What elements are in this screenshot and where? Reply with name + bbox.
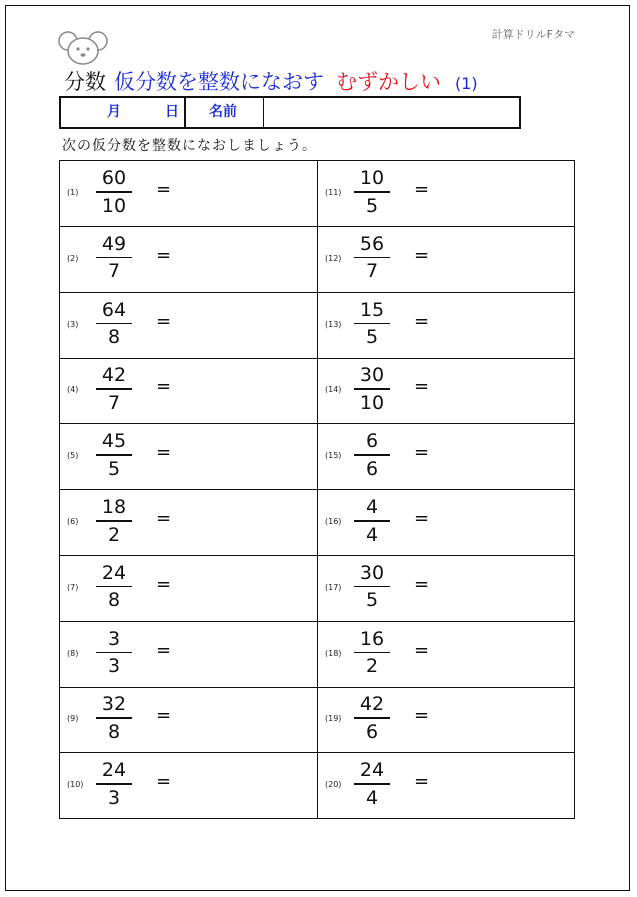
fraction-bar bbox=[354, 652, 390, 654]
problem-number: (6) bbox=[67, 517, 79, 526]
numerator: 42 bbox=[359, 693, 385, 716]
fraction-bar bbox=[354, 520, 390, 522]
fraction-bar bbox=[354, 783, 390, 785]
numerator: 56 bbox=[359, 232, 385, 255]
problem-number: (9) bbox=[67, 714, 79, 724]
problem-number: (20) bbox=[325, 780, 342, 790]
problem-number: (19) bbox=[325, 714, 342, 724]
equals-sign: = bbox=[156, 442, 172, 464]
denominator: 8 bbox=[107, 589, 121, 612]
denominator: 5 bbox=[365, 194, 379, 217]
fraction-bar bbox=[354, 717, 390, 719]
problem-number: (16) bbox=[325, 517, 342, 526]
fraction-bar bbox=[96, 323, 132, 325]
fraction bbox=[354, 627, 390, 679]
denominator: 7 bbox=[107, 391, 121, 414]
page-title bbox=[64, 66, 478, 96]
problem-row bbox=[60, 490, 574, 556]
fraction bbox=[354, 561, 390, 613]
fraction bbox=[96, 495, 132, 547]
fraction bbox=[354, 495, 390, 547]
denominator: 10 bbox=[359, 391, 385, 414]
problem-cell[interactable] bbox=[60, 687, 317, 752]
problem-number: (7) bbox=[67, 582, 79, 592]
denominator: 10 bbox=[101, 194, 127, 217]
problem-number: (12) bbox=[325, 253, 342, 263]
problem-row bbox=[60, 227, 574, 293]
equals-sign: = bbox=[156, 508, 172, 529]
problem-cell[interactable] bbox=[318, 753, 575, 818]
namebar-divider bbox=[184, 98, 186, 127]
numerator: 49 bbox=[101, 232, 127, 255]
equals-sign: = bbox=[156, 771, 172, 793]
equals-sign: = bbox=[156, 376, 172, 398]
equals-sign: = bbox=[414, 442, 430, 464]
brand-label: 計算ドリルFタマ bbox=[491, 28, 575, 41]
equals-sign: = bbox=[414, 310, 430, 332]
problem-cell[interactable] bbox=[318, 358, 575, 423]
numerator: 24 bbox=[101, 561, 127, 584]
denominator: 5 bbox=[365, 326, 379, 349]
numerator: 32 bbox=[101, 693, 127, 716]
instruction-text: 次の仮分数を整数になおしましょう。 bbox=[62, 138, 317, 154]
problem-cell[interactable] bbox=[60, 227, 317, 292]
equals-sign: = bbox=[414, 705, 430, 727]
fraction-bar bbox=[354, 388, 390, 390]
equals-sign: = bbox=[156, 179, 172, 200]
denominator: 4 bbox=[365, 523, 379, 546]
title-difficulty: むずかしい bbox=[336, 70, 441, 94]
denominator: 8 bbox=[107, 720, 121, 743]
fraction bbox=[96, 429, 132, 481]
problem-row bbox=[60, 687, 574, 753]
denominator: 2 bbox=[365, 655, 379, 678]
equals-sign: = bbox=[414, 179, 430, 200]
denominator: 3 bbox=[107, 786, 121, 809]
fraction bbox=[354, 692, 390, 744]
name-label: 名前 bbox=[209, 104, 237, 120]
equals-sign: = bbox=[414, 376, 430, 398]
title-number: (1) bbox=[455, 74, 478, 93]
equals-sign: = bbox=[414, 573, 430, 595]
numerator: 60 bbox=[101, 167, 127, 189]
fraction bbox=[354, 232, 390, 284]
problem-number: (15) bbox=[325, 451, 342, 461]
equals-sign: = bbox=[414, 639, 430, 661]
fraction-bar bbox=[96, 652, 132, 654]
title-subject: 分数 bbox=[64, 70, 106, 94]
fraction bbox=[354, 363, 390, 415]
problem-number: (13) bbox=[325, 319, 342, 329]
problem-cell[interactable] bbox=[318, 490, 575, 555]
numerator: 30 bbox=[359, 364, 385, 387]
fraction-bar bbox=[354, 323, 390, 325]
problem-cell[interactable] bbox=[60, 358, 317, 423]
equals-sign: = bbox=[156, 310, 172, 332]
problem-number: (8) bbox=[67, 648, 79, 658]
problem-cell[interactable] bbox=[318, 161, 575, 226]
denominator: 4 bbox=[365, 786, 379, 809]
fraction bbox=[96, 692, 132, 744]
fraction-bar bbox=[96, 454, 132, 456]
fraction bbox=[354, 166, 390, 218]
problem-number: (18) bbox=[325, 648, 342, 658]
problem-number: (1) bbox=[67, 188, 79, 197]
problem-cell[interactable] bbox=[318, 556, 575, 621]
numerator: 24 bbox=[359, 759, 385, 782]
fraction-bar bbox=[354, 257, 390, 259]
problem-cell[interactable] bbox=[318, 293, 575, 358]
denominator: 5 bbox=[365, 589, 379, 612]
problem-cell[interactable] bbox=[60, 424, 317, 489]
fraction-bar bbox=[96, 257, 132, 259]
equals-sign: = bbox=[414, 508, 430, 529]
fraction-bar bbox=[96, 717, 132, 719]
fraction-bar bbox=[354, 586, 390, 588]
problem-cell[interactable] bbox=[318, 622, 575, 687]
day-label: 日 bbox=[165, 104, 179, 120]
month-label: 月 bbox=[107, 104, 121, 120]
fraction-bar bbox=[354, 454, 390, 456]
problem-number: (17) bbox=[325, 582, 342, 592]
problem-row bbox=[60, 556, 574, 622]
fraction-bar bbox=[96, 783, 132, 785]
numerator: 42 bbox=[101, 364, 127, 387]
fraction bbox=[96, 758, 132, 810]
problem-cell[interactable] bbox=[318, 424, 575, 489]
problem-number: (3) bbox=[67, 319, 79, 329]
problem-row bbox=[60, 424, 574, 490]
problem-cell[interactable] bbox=[60, 753, 317, 818]
numerator: 30 bbox=[359, 561, 385, 584]
fraction bbox=[96, 561, 132, 613]
problem-number: (14) bbox=[325, 385, 342, 395]
numerator: 24 bbox=[101, 759, 127, 782]
fraction-bar bbox=[354, 191, 390, 193]
fraction-bar bbox=[96, 191, 132, 193]
namebar-divider bbox=[263, 98, 264, 127]
numerator: 18 bbox=[101, 496, 127, 518]
denominator: 5 bbox=[107, 457, 121, 480]
problem-cell[interactable] bbox=[60, 622, 317, 687]
numerator: 3 bbox=[107, 627, 121, 650]
denominator: 8 bbox=[107, 326, 121, 349]
problem-row bbox=[60, 622, 574, 688]
denominator: 6 bbox=[365, 457, 379, 480]
problem-number: (5) bbox=[67, 451, 79, 461]
fraction bbox=[96, 627, 132, 679]
denominator: 3 bbox=[107, 655, 121, 678]
problem-cell[interactable] bbox=[60, 293, 317, 358]
fraction-bar bbox=[96, 586, 132, 588]
fraction bbox=[96, 232, 132, 284]
denominator: 7 bbox=[107, 260, 121, 283]
problem-cell[interactable] bbox=[60, 556, 317, 621]
problem-cell[interactable] bbox=[60, 490, 317, 555]
problem-number: (10) bbox=[67, 780, 84, 790]
problem-cell[interactable] bbox=[318, 227, 575, 292]
numerator: 16 bbox=[359, 627, 385, 650]
equals-sign: = bbox=[414, 771, 430, 793]
numerator: 45 bbox=[101, 430, 127, 453]
equals-sign: = bbox=[156, 573, 172, 595]
problem-number: (2) bbox=[67, 253, 79, 263]
problem-row bbox=[60, 293, 574, 359]
mouse-mascot-icon bbox=[58, 27, 108, 67]
problem-cell[interactable] bbox=[60, 161, 317, 226]
numerator: 4 bbox=[365, 496, 379, 518]
fraction bbox=[96, 298, 132, 350]
fraction bbox=[96, 166, 132, 218]
problem-number: (11) bbox=[325, 188, 342, 197]
problem-row bbox=[60, 161, 574, 227]
problem-number: (4) bbox=[67, 385, 79, 395]
denominator: 6 bbox=[365, 720, 379, 743]
numerator: 10 bbox=[359, 167, 385, 189]
problem-grid bbox=[59, 160, 575, 819]
fraction bbox=[354, 298, 390, 350]
fraction-bar bbox=[96, 520, 132, 522]
problem-cell[interactable] bbox=[318, 687, 575, 752]
problem-row bbox=[60, 753, 574, 819]
denominator: 2 bbox=[107, 523, 121, 546]
numerator: 15 bbox=[359, 298, 385, 321]
equals-sign: = bbox=[414, 244, 430, 266]
fraction bbox=[354, 758, 390, 810]
title-topic: 仮分数を整数になおす bbox=[114, 70, 324, 94]
fraction bbox=[354, 429, 390, 481]
numerator: 6 bbox=[365, 430, 379, 453]
denominator: 7 bbox=[365, 260, 379, 283]
equals-sign: = bbox=[156, 705, 172, 727]
name-date-bar bbox=[59, 96, 521, 129]
equals-sign: = bbox=[156, 639, 172, 661]
problem-row bbox=[60, 358, 574, 424]
numerator: 64 bbox=[101, 298, 127, 321]
equals-sign: = bbox=[156, 244, 172, 266]
fraction bbox=[96, 363, 132, 415]
fraction-bar bbox=[96, 388, 132, 390]
